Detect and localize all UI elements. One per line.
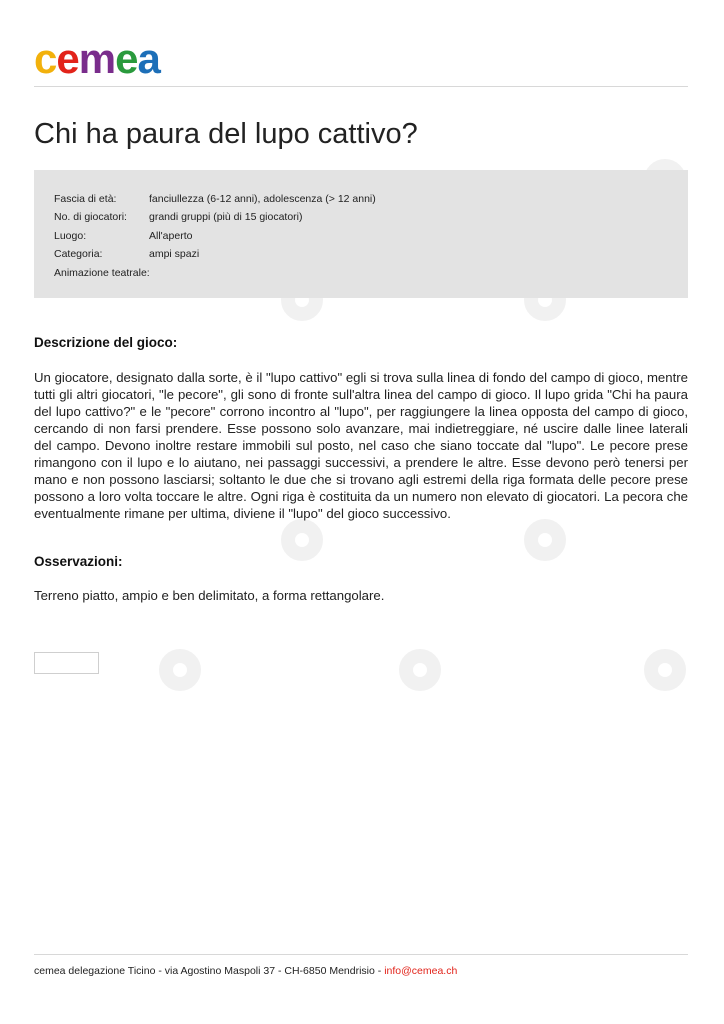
footer-divider bbox=[34, 954, 688, 955]
info-label: Luogo: bbox=[54, 230, 87, 242]
observations-heading: Osservazioni: bbox=[34, 554, 123, 569]
logo-letter: c bbox=[34, 35, 57, 82]
description-heading: Descrizione del gioco: bbox=[34, 335, 178, 350]
game-info-box bbox=[34, 170, 688, 298]
description-text: Un giocatore, designato dalla sorte, è il "lupo cattivo" egli si trova sulla linea di fondo del campo di gioco, mentre tutti gli altri giocatori, "le pecore", gli sono di fronte sull'altra linea del campo di gioco. Il lupo grida "Chi ha paura del lupo cattivo?" e le "pecore" corrono incontro al "lupo", per raggiungere la linea opposta del campo di gioco, cercando di non farsi prendere. Esse possono solo avanzare, mai indietreggiare, né uscire dalle linee laterali del campo. Devono inoltre restare immobili sul posto, nel caso che siano toccate dal "lupo". Le pecore prese rimangono con il lupo e lo aiutano, nei passaggi successivi, a prendere le altre. Esse devono però tenersi per mano e non possono lasciarsi; soltanto le due che si trovano agli estremi della riga formata delle pecore prese possono a loro volta toccare le altre. Ogni riga è costituita da un numero non elevato di giocatori. La pecora che eventualmente rimane per ultima, diviene il "lupo" del gioco successivo. bbox=[34, 370, 688, 521]
info-label: Fascia di età: bbox=[54, 193, 117, 205]
footer-address: cemea delegazione Ticino - via Agostino Maspoli 37 - CH-6850 Mendrisio - bbox=[34, 965, 385, 977]
info-value: fanciullezza (6-12 anni), adolescenza (> 12 anni) bbox=[149, 193, 376, 205]
page-title: Chi ha paura del lupo cattivo? bbox=[34, 118, 418, 150]
footer bbox=[34, 965, 457, 977]
info-label: No. di giocatori: bbox=[54, 211, 127, 223]
empty-box bbox=[34, 652, 99, 674]
info-value: grandi gruppi (più di 15 giocatori) bbox=[149, 211, 303, 223]
footer-email-link[interactable]: info@cemea.ch bbox=[384, 965, 458, 977]
cemea-logo bbox=[34, 35, 160, 82]
logo-letter: m bbox=[78, 35, 116, 82]
header-divider bbox=[34, 86, 688, 87]
logo-letter: e bbox=[115, 35, 138, 82]
observations-text: Terreno piatto, ampio e ben delimitato, a forma rettangolare. bbox=[34, 588, 385, 603]
info-value: All'aperto bbox=[149, 230, 193, 242]
logo-letter: a bbox=[137, 35, 160, 82]
info-label: Categoria: bbox=[54, 248, 103, 260]
info-label: Animazione teatrale: bbox=[54, 267, 150, 279]
logo-letter: e bbox=[56, 35, 79, 82]
info-value: ampi spazi bbox=[149, 248, 200, 260]
